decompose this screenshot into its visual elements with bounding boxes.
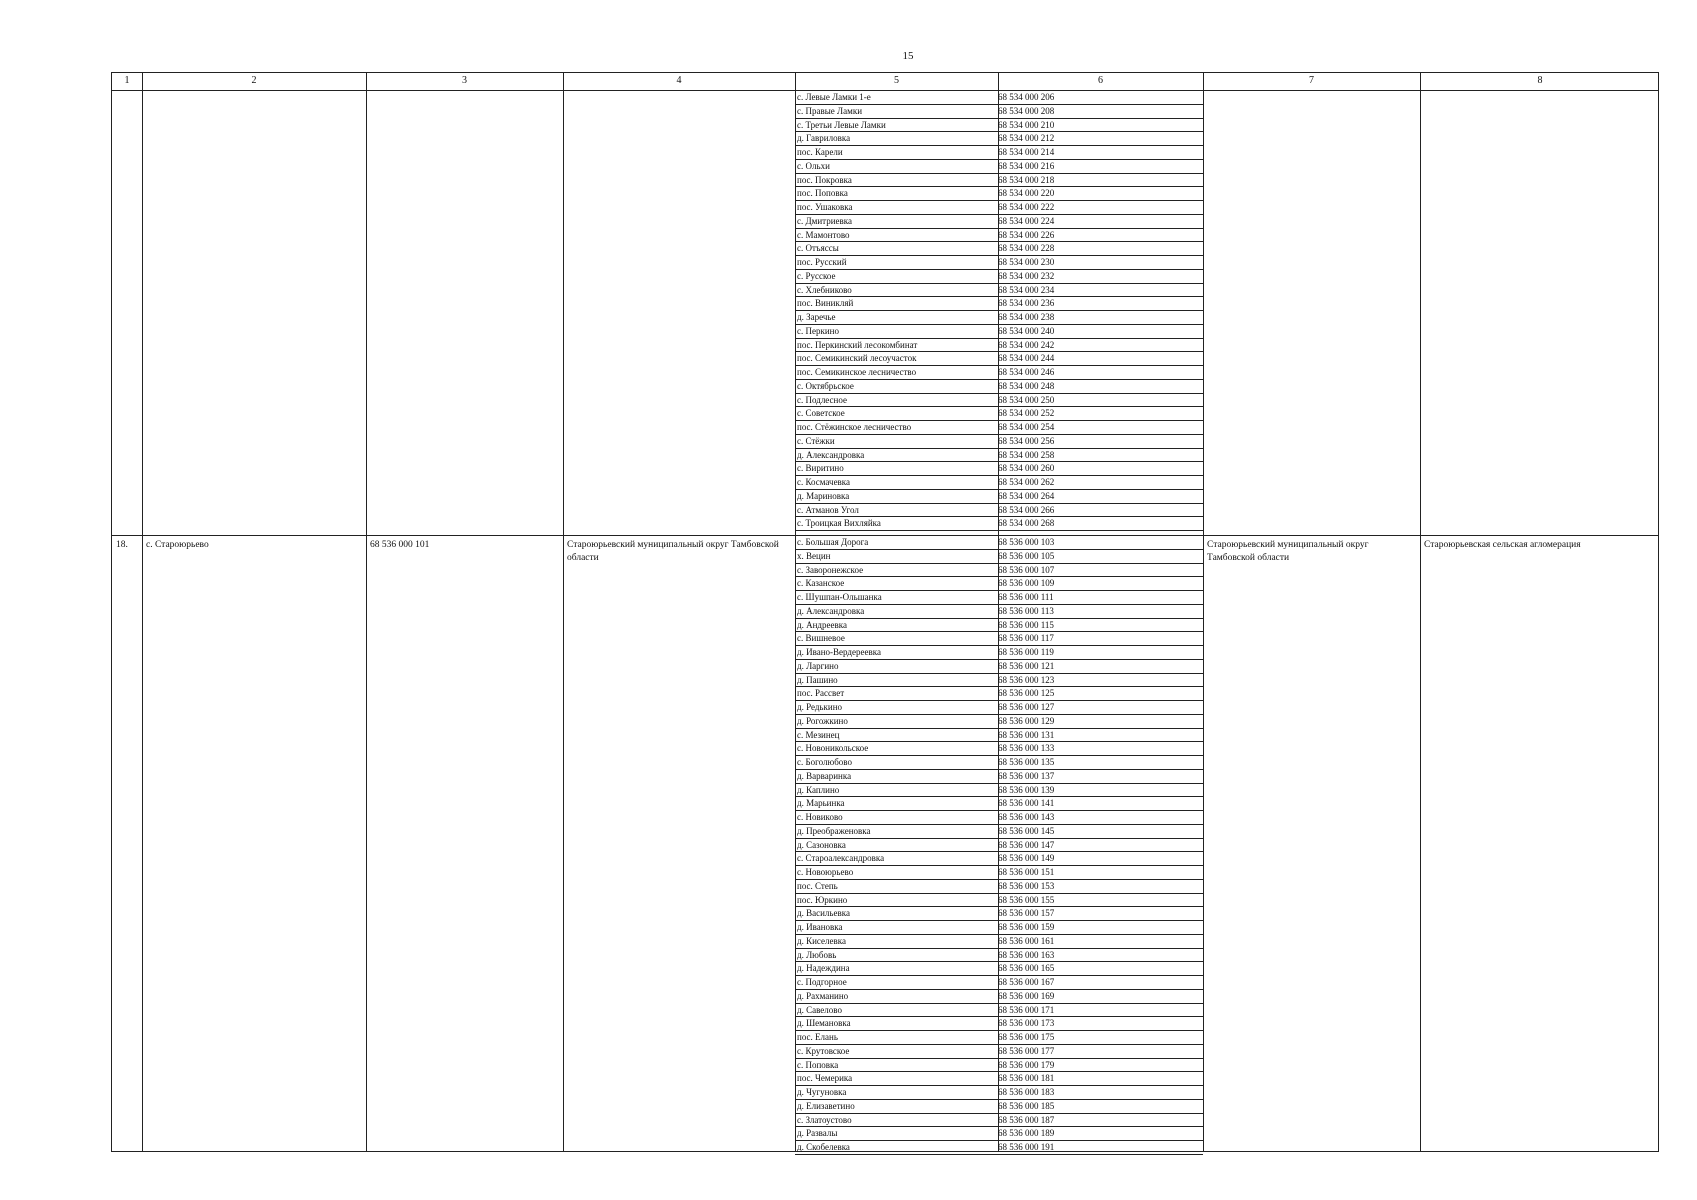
settlement-row [795, 866, 1203, 880]
settlement-name: д. Заречье [797, 312, 836, 322]
settlement-row [795, 591, 1203, 605]
settlement-code: 68 534 000 268 [998, 518, 1055, 529]
municipality-name-col7: Староюрьевский муниципальный округ Тамбовской области [1207, 540, 1369, 563]
settlement-code: 68 534 000 220 [998, 188, 1055, 199]
settlement-code: 68 534 000 236 [998, 298, 1055, 309]
settlement-code: 68 536 000 181 [998, 1073, 1055, 1084]
settlement-name: с. Левые Ламки 1-е [797, 92, 871, 102]
settlement-name: с. Новоюрьево [797, 867, 854, 877]
settlement-row [795, 1100, 1203, 1114]
settlement-row [795, 174, 1203, 188]
settlement-row [795, 407, 1203, 421]
settlement-row [795, 550, 1203, 564]
header-col-1: 1 [124, 75, 130, 86]
settlement-row [795, 242, 1203, 256]
settlement-code: 68 534 000 234 [998, 284, 1055, 295]
settlement-row [795, 229, 1203, 243]
settlement-name: с. Крутовское [797, 1045, 850, 1056]
settlement-row [795, 201, 1203, 215]
settlement-code: 68 536 000 111 [998, 592, 1054, 602]
settlement-row [795, 632, 1203, 646]
settlement-row [795, 256, 1203, 270]
settlement-row [795, 325, 1203, 339]
settlement-name: пос. Карели [797, 147, 843, 157]
settlement-code: 68 536 000 103 [998, 537, 1055, 547]
settlement-code: 68 534 000 232 [998, 270, 1055, 281]
settlement-code: 68 534 000 244 [998, 353, 1055, 364]
settlement-row [795, 1017, 1203, 1031]
settlement-code: 68 534 000 230 [998, 257, 1055, 267]
settlement-name: д. Рогожкино [797, 715, 848, 726]
settlement-code: 68 536 000 125 [998, 688, 1055, 699]
settlement-row [795, 1086, 1203, 1100]
settlement-code: 68 536 000 141 [998, 798, 1055, 809]
settlement-row [795, 1059, 1203, 1073]
settlement-code: 68 534 000 208 [998, 105, 1055, 116]
settlement-code: 68 536 000 189 [998, 1128, 1055, 1139]
settlement-code: 68 534 000 228 [998, 243, 1055, 254]
municipality-name: Староюрьевский муниципальный округ Тамбовской области [567, 540, 779, 563]
settlement-row [795, 701, 1203, 715]
settlement-name: с. Заворонежское [797, 564, 864, 575]
col-divider [142, 73, 143, 1151]
settlement-code: 68 536 000 179 [998, 1059, 1055, 1070]
settlement-code: 68 536 000 157 [998, 908, 1055, 919]
settlement-row [795, 921, 1203, 935]
settlement-row [795, 1127, 1203, 1141]
settlement-row [795, 490, 1203, 504]
settlement-name: х. Вецин [797, 550, 831, 561]
settlement-code: 68 536 000 149 [998, 853, 1055, 864]
settlement-code: 68 536 000 159 [998, 922, 1055, 932]
settlement-row [795, 577, 1203, 591]
settlement-code: 68 536 000 163 [998, 949, 1055, 960]
settlement-name: с. Русское [797, 270, 836, 281]
settlement-code: 68 536 000 173 [998, 1018, 1055, 1029]
settlement-row [795, 449, 1203, 463]
settlement-name: пос. Русский [797, 257, 847, 267]
settlement-code: 68 534 000 214 [998, 147, 1055, 157]
settlement-name: с. Златоустово [797, 1114, 852, 1125]
settlement-row [795, 756, 1203, 770]
settlement-code: 68 536 000 123 [998, 674, 1055, 685]
settlement-name: пос. Чемерика [797, 1073, 853, 1084]
settlement-code: 68 536 000 135 [998, 757, 1055, 767]
header-col-4: 4 [676, 75, 682, 86]
settlement-code: 68 534 000 254 [998, 422, 1055, 432]
settlement-name: д. Надеждина [797, 963, 850, 974]
settlement-code: 68 534 000 242 [998, 339, 1055, 350]
settlement-name: с. Мамонтово [797, 229, 850, 240]
settlement-row [795, 1114, 1203, 1128]
settlement-code: 68 536 000 143 [998, 812, 1055, 822]
settlement-code: 68 536 000 139 [998, 784, 1055, 795]
settlement-code: 68 534 000 216 [998, 160, 1055, 171]
col-divider [1420, 73, 1421, 1151]
settlement-code: 68 536 000 191 [998, 1142, 1055, 1152]
settlement-row [795, 352, 1203, 366]
settlement-code: 68 534 000 240 [998, 325, 1055, 336]
settlement-name: д. Каплино [797, 784, 840, 795]
settlement-code: 68 534 000 264 [998, 490, 1055, 501]
settlement-name: д. Редькино [797, 702, 843, 712]
settlement-row [795, 394, 1203, 408]
settlement-code: 68 536 000 187 [998, 1114, 1055, 1125]
settlement-code: 68 534 000 218 [998, 174, 1055, 185]
settlement-name: с. Шушпан-Ольшанка [797, 592, 882, 602]
settlement-row [795, 311, 1203, 325]
settlement-name: с. Хлебниково [797, 284, 852, 295]
settlement-name: д. Александровка [797, 449, 865, 460]
settlement-name: с. Староалександровка [797, 853, 885, 864]
settlement-row [795, 715, 1203, 729]
settlement-name: с. Атманов Угол [797, 504, 859, 515]
settlement-name: д. Елизаветино [797, 1100, 855, 1111]
settlement-name: д. Киселевка [797, 935, 846, 946]
settlement-code: 68 534 000 256 [998, 435, 1055, 446]
settlement-row [795, 160, 1203, 174]
settlement-name: с. Новоникольское [797, 743, 869, 754]
settlement-name: д. Шемановка [797, 1018, 851, 1029]
settlement-row [795, 564, 1203, 578]
col-divider [563, 73, 564, 1151]
settlement-name: с. Троицкая Вихляйка [797, 518, 881, 529]
settlement-name: д. Ивановка [797, 922, 843, 932]
settlement-name: д. Чугуновка [797, 1087, 847, 1097]
settlement-row [795, 687, 1203, 701]
settlement-code: 68 536 000 131 [998, 729, 1055, 740]
header-col-2: 2 [251, 75, 257, 86]
header-col-5: 5 [894, 75, 899, 86]
settlement-name: с. Отъяссы [797, 243, 839, 254]
settlement-name: д. Ивано-Вердереевка [797, 647, 881, 657]
settlement-code: 68 536 000 113 [998, 605, 1054, 616]
header-col-7: 7 [1309, 75, 1314, 86]
settlement-name: пос. Поповка [797, 188, 848, 199]
settlement-name: пос. Виникляй [797, 298, 854, 309]
settlement-name: с. Стёжки [797, 435, 835, 446]
settlement-row [795, 742, 1203, 756]
settlement-name: д. Савелово [797, 1004, 842, 1015]
settlement-code: 68 536 000 167 [998, 977, 1055, 987]
settlement-row [795, 1031, 1203, 1045]
settlement-code: 68 536 000 107 [998, 564, 1055, 575]
settlement-code: 68 536 000 171 [998, 1004, 1055, 1015]
settlement-row [795, 674, 1203, 688]
settlement-name: д. Андреевка [797, 619, 847, 630]
settlement-code: 68 536 000 165 [998, 963, 1055, 974]
settlement-row [795, 605, 1203, 619]
settlement-code: 68 534 000 248 [998, 380, 1055, 391]
settlement-code: 68 534 000 222 [998, 202, 1055, 212]
settlement-name: с. Большая Дорога [797, 537, 869, 547]
settlement-row [795, 91, 1203, 105]
settlement-row [795, 729, 1203, 743]
settlement-row [795, 811, 1203, 825]
settlement-code: 68 536 000 127 [998, 702, 1055, 712]
settlement-row [795, 839, 1203, 853]
settlement-name: с. Мезинец [797, 729, 840, 740]
settlement-row [795, 536, 1203, 550]
settlement-name: пос. Семикинский лесоучасток [797, 353, 917, 364]
settlement-name: пос. Степь [797, 880, 838, 891]
settlement-name: с. Перкино [797, 325, 839, 336]
settlement-row [795, 797, 1203, 811]
settlement-row [795, 380, 1203, 394]
settlement-code: 68 534 000 262 [998, 477, 1055, 487]
settlement-row [795, 366, 1203, 380]
settlement-code: 68 536 000 185 [998, 1100, 1055, 1111]
settlement-code: 68 536 000 147 [998, 839, 1055, 850]
settlement-row [795, 187, 1203, 201]
settlement-row [795, 132, 1203, 146]
settlements-table [111, 72, 1659, 1152]
settlement-row [795, 297, 1203, 311]
settlement-name: с. Боголюбово [797, 757, 852, 767]
col-divider [1203, 73, 1204, 1151]
settlement-code: 68 536 000 177 [998, 1045, 1055, 1056]
settlement-row [795, 421, 1203, 435]
settlement-row [795, 962, 1203, 976]
settlement-row [795, 880, 1203, 894]
settlement-row [795, 949, 1203, 963]
settlement-row [795, 646, 1203, 660]
settlement-row [795, 270, 1203, 284]
settlement-name: пос. Ушаковка [797, 202, 853, 212]
settlement-row [795, 476, 1203, 490]
settlement-code: 68 536 000 161 [998, 935, 1055, 946]
settlement-code: 68 534 000 252 [998, 408, 1055, 419]
settlement-name: пос. Стёжинское лесничество [797, 422, 912, 432]
settlement-name: пос. Елань [797, 1032, 838, 1042]
col-divider [366, 73, 367, 1151]
settlement-name: с. Поповка [797, 1059, 839, 1070]
settlement-row [795, 852, 1203, 866]
settlement-code: 68 536 000 109 [998, 578, 1055, 589]
settlement-row [795, 1072, 1203, 1086]
settlement-code: 68 536 000 129 [998, 715, 1055, 726]
settlement-name: с. Подгорное [797, 977, 847, 987]
settlement-code: 68 534 000 260 [998, 463, 1055, 474]
settlement-name: с. Подлесное [797, 394, 847, 405]
settlement-name: с. Правые Ламки [797, 105, 863, 116]
settlement-name: д. Развалы [797, 1128, 838, 1139]
settlement-row [795, 517, 1203, 531]
settlement-name: с. Советское [797, 408, 845, 419]
settlement-code: 68 534 000 250 [998, 394, 1055, 405]
settlement-name: д. Рахманино [797, 990, 849, 1001]
settlement-name: с. Третьи Левые Ламки [797, 119, 886, 130]
settlement-row [795, 215, 1203, 229]
settlement-row [795, 770, 1203, 784]
settlement-name: д. Ларгино [797, 660, 839, 671]
settlement-row [795, 907, 1203, 921]
settlement-name: пос. Покровка [797, 174, 852, 185]
settlement-name: д. Васильевка [797, 908, 850, 919]
settlement-name: д. Преображеновка [797, 825, 871, 836]
settlement-row [795, 660, 1203, 674]
settlement-code: 68 534 000 258 [998, 449, 1055, 460]
row-number: 18. [116, 540, 128, 550]
settlement-code: 68 536 000 115 [998, 619, 1054, 630]
settlement-name: с. Ольхи [797, 160, 830, 171]
settlement-name: с. Дмитриевка [797, 215, 852, 226]
settlement-row [795, 462, 1203, 476]
settlement-code: 68 534 000 246 [998, 367, 1055, 377]
settlement-row [795, 119, 1203, 133]
settlement-row [795, 935, 1203, 949]
settlement-row [795, 339, 1203, 353]
section-a-settlements [795, 91, 1203, 531]
settlement-name: д. Сазоновка [797, 839, 846, 850]
settlement-code: 68 534 000 224 [998, 215, 1055, 226]
settlement-name: д. Скобелевка [797, 1142, 850, 1152]
settlement-row [795, 504, 1203, 518]
header-col-8: 8 [1537, 75, 1543, 86]
settlement-code: 68 534 000 238 [998, 312, 1055, 322]
section-b-settlements [795, 536, 1203, 1155]
settlement-row [795, 976, 1203, 990]
settlement-name: пос. Семикинское лесничество [797, 367, 917, 377]
settlement-row [795, 619, 1203, 633]
settlement-name: д. Любовь [797, 949, 837, 960]
settlement-name: с. Космачевка [797, 477, 851, 487]
admin-center-code: 68 536 000 101 [370, 540, 430, 550]
header-col-3: 3 [462, 75, 467, 86]
agglomeration-name: Староюрьевская сельская агломерация [1424, 540, 1581, 550]
settlement-name: д. Александровка [797, 605, 865, 616]
settlement-row [795, 990, 1203, 1004]
settlement-name: д. Варваринка [797, 770, 852, 781]
settlement-row [795, 435, 1203, 449]
settlement-name: с. Виритино [797, 463, 844, 474]
settlement-row [795, 784, 1203, 798]
settlement-code: 68 536 000 137 [998, 770, 1055, 781]
settlement-name: с. Новиково [797, 812, 843, 822]
settlement-code: 68 536 000 151 [998, 867, 1055, 877]
settlement-name: пос. Юркино [797, 894, 848, 905]
settlement-code: 68 534 000 226 [998, 229, 1055, 240]
settlement-code: 68 534 000 210 [998, 119, 1055, 130]
settlement-code: 68 536 000 169 [998, 990, 1055, 1001]
settlement-name: с. Вишневое [797, 633, 845, 644]
settlement-row [795, 1045, 1203, 1059]
settlement-code: 68 534 000 266 [998, 504, 1055, 515]
settlement-name: д. Пашино [797, 674, 838, 685]
settlement-row [795, 284, 1203, 298]
settlement-code: 68 536 000 105 [998, 550, 1055, 561]
settlement-name: пос. Рассвет [797, 688, 845, 699]
settlement-name: с. Казанское [797, 578, 845, 589]
settlement-name: д. Гавриловка [797, 133, 851, 144]
settlement-code: 68 536 000 145 [998, 825, 1055, 836]
settlement-code: 68 534 000 212 [998, 133, 1055, 144]
admin-center: с. Староюрьево [146, 540, 209, 550]
settlement-code: 68 536 000 121 [998, 660, 1055, 671]
settlement-row [795, 146, 1203, 160]
settlement-code: 68 534 000 206 [998, 92, 1055, 102]
settlement-row [795, 1004, 1203, 1018]
page-number: 15 [902, 50, 914, 62]
settlement-row [795, 105, 1203, 119]
settlement-name: пос. Перкинский лесокомбинат [797, 339, 918, 350]
settlement-row [795, 825, 1203, 839]
settlement-code: 68 536 000 117 [998, 633, 1054, 644]
header-col-6: 6 [1098, 75, 1103, 86]
settlement-row [795, 894, 1203, 908]
settlement-code: 68 536 000 175 [998, 1032, 1055, 1042]
settlement-code: 68 536 000 133 [998, 743, 1055, 754]
settlement-code: 68 536 000 155 [998, 894, 1055, 905]
settlement-code: 68 536 000 153 [998, 880, 1055, 891]
settlement-name: д. Мариновка [797, 490, 850, 501]
settlement-row [795, 1141, 1203, 1155]
settlement-code: 68 536 000 119 [998, 647, 1054, 657]
settlement-code: 68 536 000 183 [998, 1087, 1055, 1097]
settlement-name: д. Марьинка [797, 798, 845, 809]
settlement-name: с. Октябрьское [797, 380, 854, 391]
